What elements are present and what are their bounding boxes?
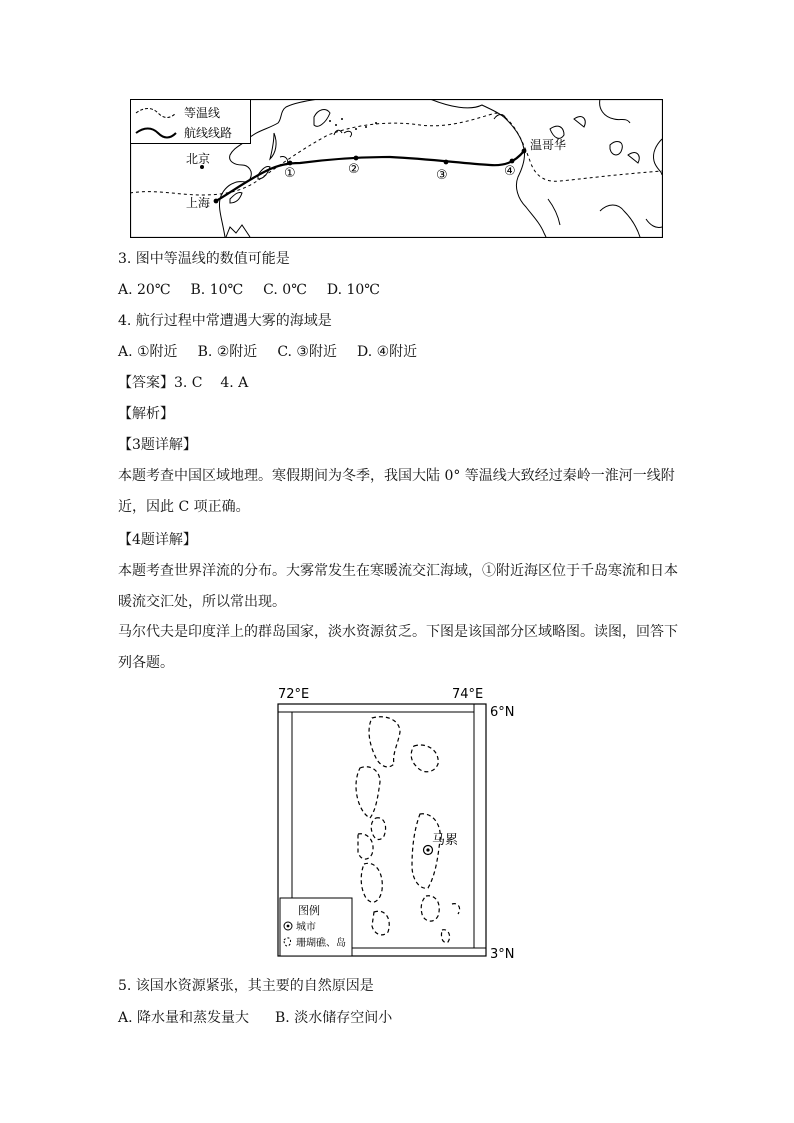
detail-4-text: 本题考查世界洋流的分布。大雾常发生在寒暖流交汇海域，①附近海区位于千岛寒流和日本暖流交汇处，所以常出现。 bbox=[118, 563, 678, 610]
lat-6-label: 6°N bbox=[490, 705, 515, 720]
legend2-reef-label: 珊瑚礁、岛 bbox=[296, 938, 346, 949]
detail-3-text: 本题考查中国区域地理。寒假期间为冬季，我国大陆 0° 等温线大致经过秦岭一淮河一线附近，因此 C 项正确。 bbox=[118, 468, 675, 515]
point-1-label: ① bbox=[284, 166, 296, 181]
point-3-label: ③ bbox=[436, 168, 448, 183]
vancouver-label: 温哥华 bbox=[530, 138, 567, 152]
pacific-route-map bbox=[130, 99, 663, 238]
q5-option-a: A. 降水量和蒸发量大 bbox=[118, 1010, 250, 1026]
question-3-stem: 3. 图中等温线的数值可能是 bbox=[118, 251, 290, 267]
q3-option-c: C. 0℃ bbox=[263, 282, 307, 298]
question-4-stem: 4. 航行过程中常遭遇大雾的海域是 bbox=[118, 313, 332, 329]
point-2-label: ② bbox=[348, 162, 360, 177]
legend2-title: 图例 bbox=[298, 904, 320, 917]
analysis-heading: 【解析】 bbox=[118, 406, 174, 422]
q4-option-d: D. ④附近 bbox=[356, 344, 418, 360]
detail-3-heading: 【3题详解】 bbox=[118, 437, 197, 453]
q5-option-b: B. 淡水储存空间小 bbox=[275, 1010, 393, 1026]
q4-option-a: A. ①附近 bbox=[118, 344, 178, 360]
question-5-stem: 5. 该国水资源紧张，其主要的自然原因是 bbox=[118, 978, 374, 994]
q3-option-a: A. 20℃ bbox=[118, 282, 171, 298]
answer-line: 【答案】3. C 4. A bbox=[118, 375, 249, 391]
maldives-map bbox=[276, 684, 526, 964]
beijing-label: 北京 bbox=[186, 152, 211, 166]
question-5-options bbox=[118, 1008, 412, 1028]
lon-72-label: 72°E bbox=[278, 687, 310, 702]
question-3-options bbox=[118, 280, 400, 300]
lat-3-label: 3°N bbox=[490, 947, 515, 962]
legend-route-label: 航线线路 bbox=[184, 126, 233, 140]
q3-option-b: B. 10℃ bbox=[190, 282, 244, 298]
legend2-city-label: 城市 bbox=[296, 922, 316, 933]
maldives-intro: 马尔代夫是印度洋上的群岛国家，淡水资源贫乏。下图是该国部分区域略图。读图，回答下列各题。 bbox=[118, 624, 678, 671]
question-4-options bbox=[118, 342, 437, 362]
q4-option-b: B. ②附近 bbox=[197, 344, 258, 360]
male-city-label: 马累 bbox=[432, 833, 459, 848]
legend-isotherm-label: 等温线 bbox=[184, 106, 221, 120]
lon-74-label: 74°E bbox=[452, 687, 484, 702]
detail-4-heading: 【4题详解】 bbox=[118, 532, 197, 548]
q4-option-c: C. ③附近 bbox=[277, 344, 337, 360]
q3-option-d: D. 10℃ bbox=[326, 282, 380, 298]
point-4-label: ④ bbox=[504, 164, 516, 179]
shanghai-label: 上海 bbox=[186, 196, 211, 210]
